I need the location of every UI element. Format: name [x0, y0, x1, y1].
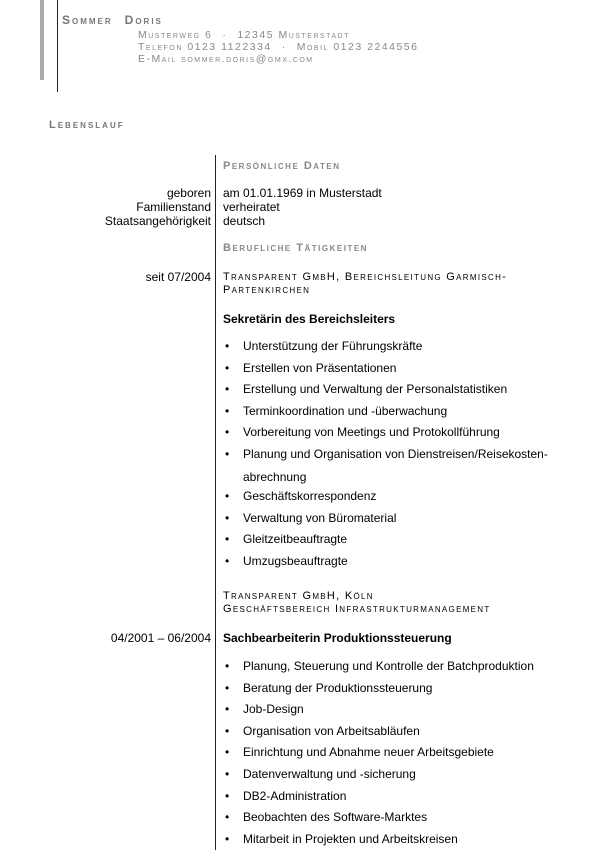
job-company — [223, 271, 507, 297]
list-item: • Verwaltung von Büromaterial — [223, 508, 396, 530]
list-item: • Terminkoordination und -überwachung — [223, 401, 548, 423]
company-line: Geschäftsbereich Infrastrukturmanagement — [223, 603, 491, 615]
email: E-Mail sommer.doris@gmx.com — [138, 53, 314, 65]
list-item: • Datenverwaltung und -sicherung — [223, 764, 534, 786]
list-item: • Vorbereitung von Meetings und Protokollführung — [223, 422, 548, 444]
task-list — [223, 336, 548, 466]
phone: Telefon 0123 1122334 — [138, 41, 272, 53]
job-period: seit 07/2004 — [145, 270, 211, 284]
address-line — [138, 29, 350, 41]
city: 12345 Musterstadt — [237, 29, 350, 41]
first-name: Doris — [124, 13, 163, 27]
list-item: • Job-Design — [223, 699, 534, 721]
header-accent-bar — [40, 0, 44, 80]
list-item: • Beratung der Produktionssteuerung — [223, 678, 534, 700]
list-item: • Gleitzeitbeauftragte — [223, 529, 396, 551]
label-marital-status: Familienstand — [136, 200, 211, 214]
list-item: • Geschäftskorrespondenz — [223, 486, 396, 508]
task-list-continued — [223, 486, 396, 572]
email-line — [138, 53, 314, 65]
applicant-name — [62, 13, 163, 27]
label-born: geboren — [166, 186, 211, 200]
separator: · — [222, 29, 228, 41]
list-item: • Beobachten des Software-Marktes — [223, 807, 534, 829]
list-item: • Mitarbeit in Projekten und Arbeitskreisen — [223, 829, 534, 850]
list-item: • Organisation von Arbeitsabläufen — [223, 721, 534, 743]
list-item: • Planung und Organisation von Dienstreisen/Reisekosten- — [223, 444, 548, 466]
career-heading: Berufliche Tätigkeiten — [223, 242, 368, 254]
personal-data-heading: Persönliche Daten — [223, 160, 341, 172]
task-list — [223, 656, 534, 850]
company-line: Partenkirchen — [223, 284, 311, 296]
mobile: Mobil 0123 2244556 — [296, 41, 419, 53]
phone-line — [138, 41, 419, 53]
company-line: Transparent GmbH, Bereichsleitung Garmisch- — [223, 271, 508, 283]
list-item: • Erstellung und Verwaltung der Personalstatistiken — [223, 379, 548, 401]
street: Musterweg 6 — [138, 29, 213, 41]
list-item: • Einrichtung und Abnahme neuer Arbeitsgebiete — [223, 742, 534, 764]
value-born: am 01.01.1969 in Musterstadt — [223, 186, 382, 200]
list-item: • Planung, Steuerung und Kontrolle der Batchproduktion — [223, 656, 534, 678]
separator: · — [281, 41, 287, 53]
company-line: Transparent GmbH, Köln — [223, 590, 374, 602]
last-name: Sommer — [62, 13, 113, 27]
list-item: • Erstellen von Präsentationen — [223, 358, 548, 380]
value-nationality: deutsch — [223, 214, 266, 228]
section-title: Lebenslauf — [49, 119, 125, 131]
job-title: Sachbearbeiterin Produktionssteuerung — [223, 631, 452, 645]
header-divider — [57, 0, 58, 92]
list-item: • Unterstützung der Führungskräfte — [223, 336, 548, 358]
value-marital-status: verheiratet — [223, 200, 280, 214]
list-item-continuation: abrechnung — [243, 470, 307, 484]
job-title: Sekretärin des Bereichsleiters — [223, 312, 396, 326]
list-item: • DB2-Administration — [223, 786, 534, 808]
job-period: 04/2001 – 06/2004 — [110, 631, 211, 645]
table-divider — [215, 155, 216, 850]
job-company — [223, 590, 491, 616]
label-nationality: Staatsangehörigkeit — [104, 214, 211, 228]
list-item: • Umzugsbeauftragte — [223, 551, 396, 573]
